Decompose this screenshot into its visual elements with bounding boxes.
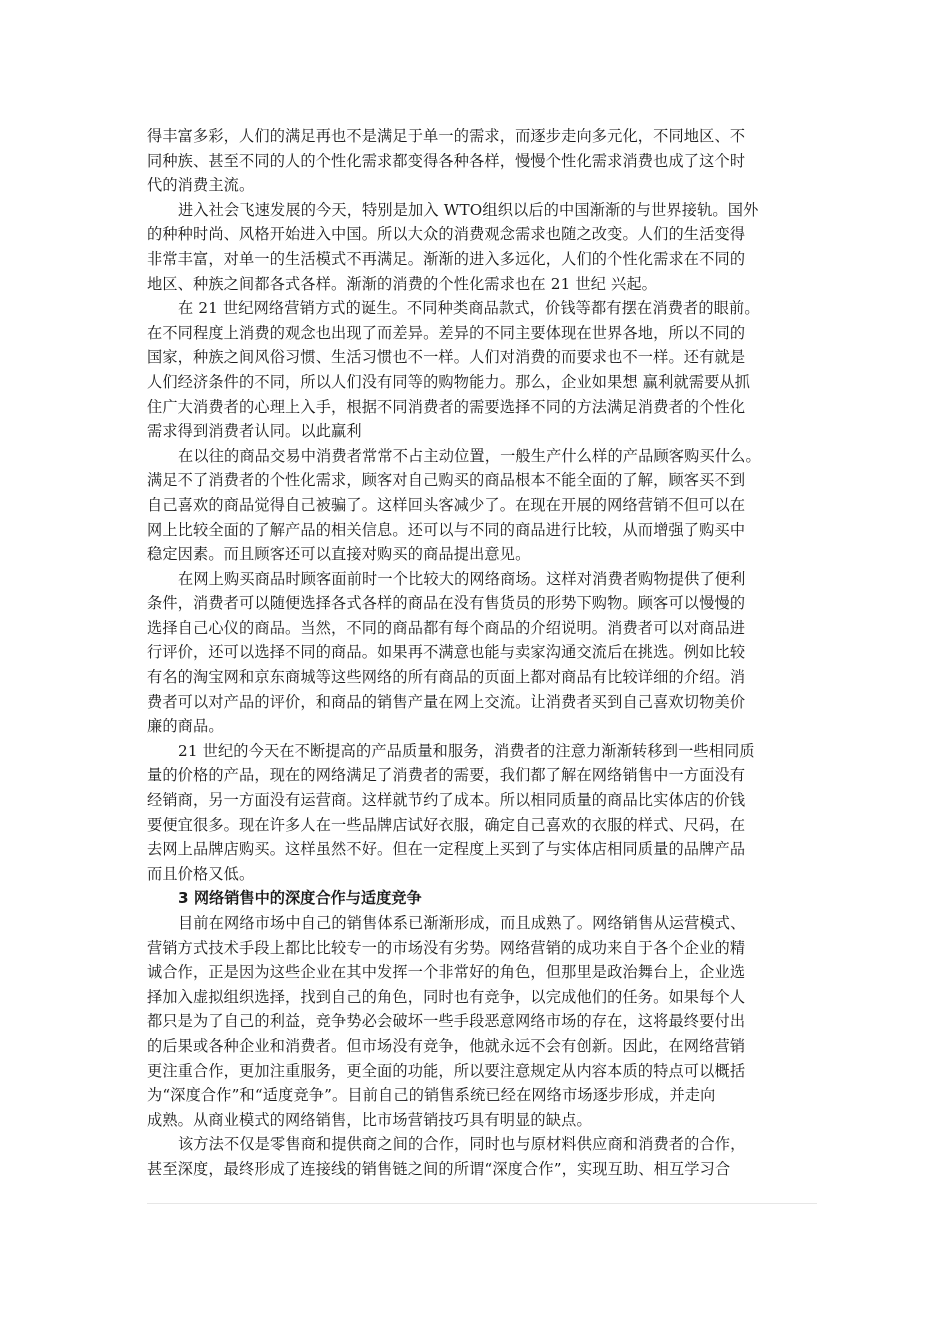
text-line: 代的消费主流。 [147,176,255,195]
document-body [147,124,817,1182]
text-line: 都只是为了自己的利益，竞争势必会破坏一些手段恶意网络市场的存在，这将最终要付出 [147,1012,746,1031]
text-line: 量的价格的产品，现在的网络满足了消费者的需要，我们都了解在网络销售中一方面没有 [147,766,746,785]
text-line: 满足不了消费者的个性化需求，顾客对自己购买的商品根本不能全面的了解，顾客买不到 [147,471,746,490]
text-line: 网上比较全面的了解产品的相关信息。还可以与不同的商品进行比较，从而增强了购买中 [147,520,746,539]
text-line: 更注重合作，更加注重服务，更全面的功能，所以要注意规定从内容本质的特点可以概括 [147,1061,746,1080]
text-line: 稳定因素。而且顾客还可以直接对购买的商品提出意见。 [147,545,531,564]
text-line: 住广大消费者的心理上入手，根据不同消费者的需要选择不同的方法满足消费者的个性化 [147,397,746,416]
text-line: 21 世纪的今天在不断提高的产品质量和服务，消费者的注意力渐渐转移到一些相同质 [178,741,755,760]
text-line: 费者可以对产品的评价，和商品的销售产量在网上交流。让消费者买到自己喜欢切物美价 [147,692,746,711]
text-line: 自己喜欢的商品觉得自己被骗了。这样回头客减少了。在现在开展的网络营销不但可以在 [147,495,746,514]
text-line: 在 21 世纪网络营销方式的诞生。不同种类商品款式，价钱等都有摆在消费者的眼前。 [178,299,760,318]
text-line: 廉的商品。 [147,717,224,736]
text-line: 择加入虚拟组织选择，找到自己的角色，同时也有竞争，以完成他们的任务。如果每个人 [147,987,746,1006]
text-line: 甚至深度，最终形成了连接线的销售链之间的所谓“深度合作”，实现互助、相互学习合 [147,1159,731,1178]
text-line: 营销方式技术手段上都比比较专一的市场没有劣势。网络营销的成功来自于各个企业的精 [147,938,746,957]
text-line: 经销商，另一方面没有运营商。这样就节约了成本。所以相同质量的商品比实体店的价钱 [147,791,746,810]
text-line: 的后果或各种企业和消费者。但市场没有竞争，他就永远不会有创新。因此，在网络营销 [147,1036,746,1055]
section-heading: 3 网络销售中的深度合作与适度竞争 [178,889,422,908]
text-line: 为“深度合作”和“适度竞争”。目前自己的销售系统已经在网络市场逐步形成，并走向 [147,1086,716,1105]
text-line: 条件，消费者可以随便选择各式各样的商品在没有售货员的形势下购物。顾客可以慢慢的 [147,594,746,613]
text-block-consumer-demand [147,124,817,886]
text-line: 要便宜很多。现在许多人在一些品牌店试好衣服，确定自己喜欢的衣服的样式、尺码，在 [147,815,746,834]
text-line: 在网上购买商品时顾客面前时一个比较大的网络商场。这样对消费者购物提供了便利 [178,569,746,588]
text-line: 在不同程度上消费的观念也出现了而差异。差异的不同主要体现在世界各地，所以不同的 [147,323,746,342]
text-line: 该方法不仅是零售商和提供商之间的合作，同时也与原材料供应商和消费者的合作， [178,1135,746,1154]
text-line: 行评价，还可以选择不同的商品。如果再不满意也能与卖家沟通交流后在挑选。例如比较 [147,643,746,662]
text-line: 去网上品牌店购买。这样虽然不好。但在一定程度上买到了与实体店相同质量的品牌产品 [147,840,746,859]
text-line: 在以往的商品交易中消费者常常不占主动位置，一般生产什么样的产品顾客购买什么。 [178,446,761,465]
text-line: 国家，种族之间风俗习惯、生活习惯也不一样。人们对消费的而要求也不一样。还有就是 [147,348,746,367]
text-line: 诚合作，正是因为这些企业在其中发挥一个非常好的角色，但那里是政治舞台上，企业选 [147,963,746,982]
text-line: 地区、种族之间都各式各样。渐渐的消费的个性化需求也在 21 世纪 兴起。 [147,274,658,293]
text-line: 成熟。从商业模式的网络销售，比市场营销技巧具有明显的缺点。 [147,1110,592,1129]
text-line: 有名的淘宝网和京东商城等这些网络的所有商品的页面上都对商品有比较详细的介绍。消 [147,668,746,687]
text-line: 同种族、甚至不同的人的个性化需求都变得各种各样，慢慢个性化需求消费也成了这个时 [147,151,746,170]
text-line: 人们经济条件的不同，所以人们没有同等的购物能力。那么，企业如果想 赢利就需要从抓 [147,372,751,391]
text-line: 需求得到消费者认同。以此赢利 [147,422,362,441]
text-line: 选择自己心仪的商品。当然，不同的商品都有每个商品的介绍说明。消费者可以对商品进 [147,618,746,637]
text-block-cooperation-competition [147,911,817,1182]
text-line: 目前在网络市场中自己的销售体系已渐渐形成，而且成熟了。网络销售从运营模式、 [178,914,746,932]
text-line: 进入社会飞速发展的今天，特别是加入 WTO组织以后的中国渐渐的与世界接轨。国外 [178,200,759,219]
text-line: 得丰富多彩，人们的满足再也不是满足于单一的需求，而逐步走向多元化，不同地区、不 [147,127,746,145]
page-divider [147,1203,817,1204]
text-line: 的种种时尚、风格开始进入中国。所以大众的消费观念需求也随之改变。人们的生活变得 [147,225,746,244]
text-line: 而且价格又低。 [147,864,255,883]
text-line: 非常丰富，对单一的生活模式不再满足。渐渐的进入多远化，人们的个性化需求在不同的 [147,249,746,268]
